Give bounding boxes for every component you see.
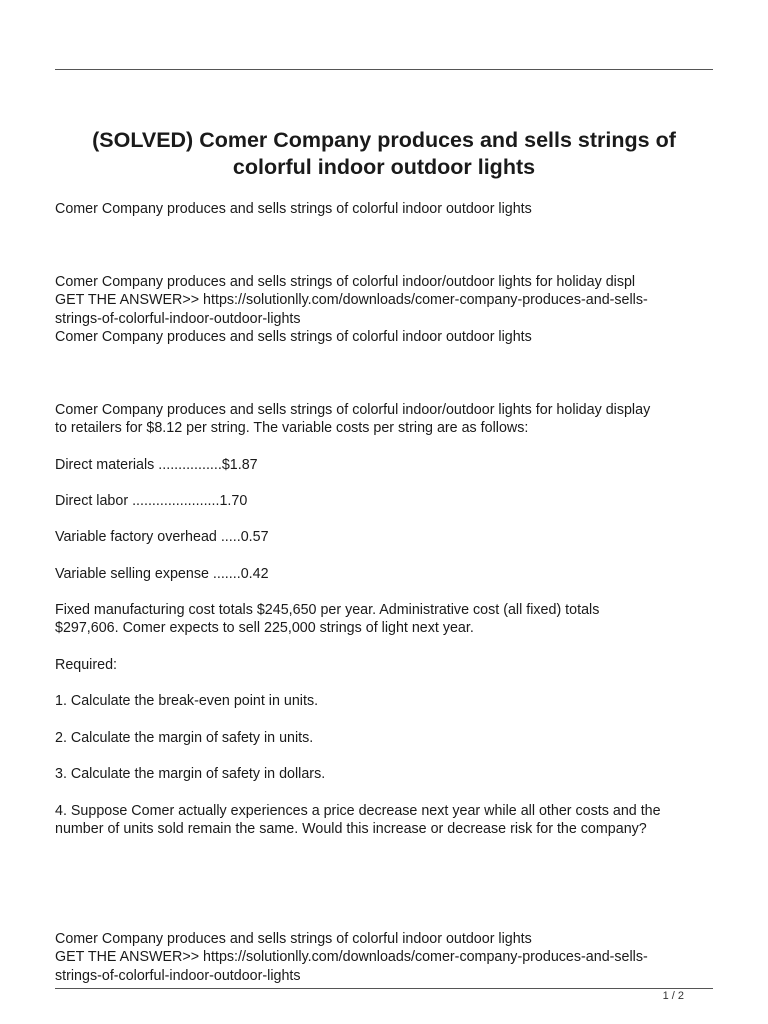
cost-variable-overhead xyxy=(55,528,720,546)
cost-variable-overhead-text: Variable factory overhead .....0.57 xyxy=(55,529,269,545)
teaser-line-4: Comer Company produces and sells strings of colorful indoor outdoor lights xyxy=(55,328,532,345)
intro-paragraph xyxy=(55,200,720,218)
title-line-1: (SOLVED) Comer Company produces and sells strings of xyxy=(92,128,676,152)
teaser-paragraph xyxy=(55,273,720,346)
document-title xyxy=(55,127,713,181)
fixed-line-1: Fixed manufacturing cost totals $245,650 per year. Administrative cost (all fixed) totals xyxy=(55,602,600,618)
cost-direct-materials-text: Direct materials ................$1.87 xyxy=(55,457,258,473)
title-line-2: colorful indoor outdoor lights xyxy=(232,155,536,179)
footer-divider xyxy=(55,988,713,989)
requirement-4-line-1: 4. Suppose Comer actually experiences a price decrease next year while all other costs and the xyxy=(55,803,661,819)
intro-text: Comer Company produces and sells strings of colorful indoor outdoor lights xyxy=(55,201,532,217)
page-indicator: 1 / 2 xyxy=(662,990,684,1002)
cost-variable-selling-text: Variable selling expense .......0.42 xyxy=(55,566,269,582)
teaser-link-line-1: GET THE ANSWER>> https://solutionlly.com/downloads/comer-company-produces-and-sells- xyxy=(55,292,648,309)
closing-link-line-2: strings-of-colorful-indoor-outdoor-lights xyxy=(55,967,301,984)
fixed-line-2: $297,606. Comer expects to sell 225,000 strings of light next year. xyxy=(55,620,474,637)
requirement-4 xyxy=(55,802,720,839)
required-heading xyxy=(55,656,720,674)
cost-direct-labor xyxy=(55,492,720,510)
requirement-3-text: 3. Calculate the margin of safety in dollars. xyxy=(55,766,326,782)
requirement-2 xyxy=(55,729,720,747)
cost-direct-labor-text: Direct labor ......................1.70 xyxy=(55,493,248,509)
requirement-1-text: 1. Calculate the break-even point in units. xyxy=(55,693,319,709)
problem-line-1: Comer Company produces and sells strings of colorful indoor/outdoor lights for holiday display xyxy=(55,402,651,418)
cost-direct-materials xyxy=(55,456,720,474)
header-divider xyxy=(55,69,713,70)
fixed-costs-paragraph xyxy=(55,601,720,638)
required-label: Required: xyxy=(55,657,117,673)
problem-statement xyxy=(55,401,720,438)
requirement-3 xyxy=(55,765,720,783)
cost-variable-selling xyxy=(55,565,720,583)
teaser-link-line-2: strings-of-colorful-indoor-outdoor-lights xyxy=(55,310,301,327)
requirement-2-text: 2. Calculate the margin of safety in units. xyxy=(55,730,314,746)
closing-link-line-1: GET THE ANSWER>> https://solutionlly.com/downloads/comer-company-produces-and-sells- xyxy=(55,949,648,966)
requirement-4-line-2: number of units sold remain the same. Would this increase or decrease risk for the company? xyxy=(55,821,647,838)
closing-line-1: Comer Company produces and sells strings of colorful indoor outdoor lights xyxy=(55,931,532,947)
closing-paragraph xyxy=(55,930,720,985)
teaser-line-1: Comer Company produces and sells strings of colorful indoor/outdoor lights for holiday displ xyxy=(55,274,636,290)
requirement-1 xyxy=(55,692,720,710)
problem-line-2: to retailers for $8.12 per string. The variable costs per string are as follows: xyxy=(55,420,529,437)
